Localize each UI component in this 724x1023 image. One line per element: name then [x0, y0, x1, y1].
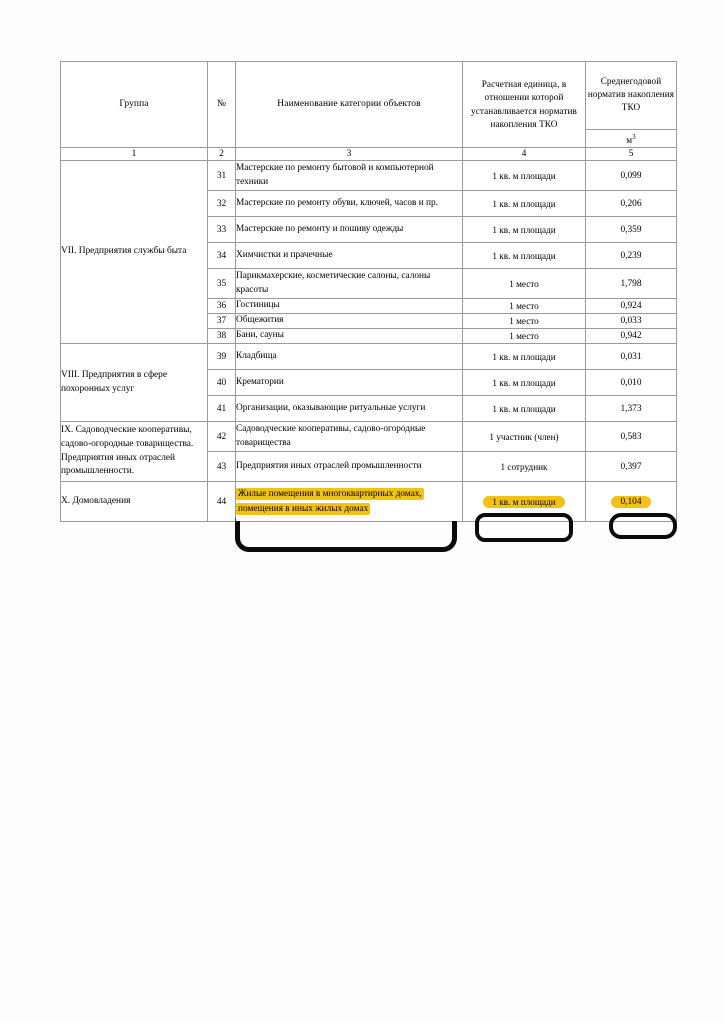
row-name: Парикмахерские, косметические салоны, салоны красоты: [236, 269, 463, 299]
table-row: [61, 422, 677, 452]
header-unit: Расчетная единица, в отношении которой устанавливается норматив накопления ТКО: [463, 62, 586, 148]
row-unit: 1 кв. м площади: [463, 217, 586, 243]
header-norm-label: Среднегодовой норматив накопления ТКО: [587, 75, 675, 113]
table-row-highlighted: [61, 482, 677, 522]
row-norm: 0,583: [586, 422, 677, 452]
row-name: Общежития: [236, 314, 463, 329]
highlight-name-line-2: помещения в иных жилых домах: [238, 503, 369, 514]
row-norm: 1,373: [586, 396, 677, 422]
group-label-vii: VII. Предприятия службы быта: [61, 161, 208, 344]
row-unit: 1 кв. м площади: [463, 370, 586, 396]
row-unit: 1 место: [463, 314, 586, 329]
row-number: 37: [208, 314, 236, 329]
header-norm-unit-exp: 3: [632, 133, 636, 141]
row-name: Предприятия иных отраслей промышленности: [236, 452, 463, 482]
row-name: Химчистки и прачечные: [236, 243, 463, 269]
row-unit: 1 кв. м площади: [463, 396, 586, 422]
row-name: Гостиницы: [236, 299, 463, 314]
row-unit: 1 кв. м площади: [463, 191, 586, 217]
row-number: 39: [208, 344, 236, 370]
row-norm: 0,010: [586, 370, 677, 396]
norms-table: [60, 61, 677, 522]
header-norm: [586, 62, 677, 130]
row-number: 35: [208, 269, 236, 299]
header-norm-unit-base: м: [626, 135, 633, 145]
group-label-x: X. Домовладения: [61, 482, 208, 522]
header-norm-units: [586, 130, 677, 148]
row-norm: 0,099: [586, 161, 677, 191]
row-number: 41: [208, 396, 236, 422]
group-label-viii: VIII. Предприятия в сфере похоронных услуг: [61, 344, 208, 422]
colnum-1: 1: [61, 148, 208, 161]
row-number: 36: [208, 299, 236, 314]
norms-table-container: [60, 61, 676, 522]
row-norm: 0,239: [586, 243, 677, 269]
row-unit-highlighted: [463, 482, 586, 522]
group-label-ix: IX. Садоводческие кооперативы, садово-огородные товарищества. Предприятия иных отраслей промышленности.: [61, 422, 208, 482]
row-unit: 1 место: [463, 269, 586, 299]
row-unit: 1 сотрудник: [463, 452, 586, 482]
row-norm: 0,397: [586, 452, 677, 482]
row-number: 43: [208, 452, 236, 482]
row-unit: 1 кв. м площади: [463, 243, 586, 269]
header-name: Наименование категории объектов: [236, 62, 463, 148]
row-norm: 0,924: [586, 299, 677, 314]
highlight-unit: 1 кв. м площади: [483, 496, 564, 508]
row-number: 33: [208, 217, 236, 243]
highlight-name-line-1: Жилые помещения в многоквартирных домах,: [238, 489, 422, 500]
row-number: 40: [208, 370, 236, 396]
row-unit: 1 кв. м площади: [463, 161, 586, 191]
header-group: Группа: [61, 62, 208, 148]
row-unit: 1 место: [463, 299, 586, 314]
row-name: Бани, сауны: [236, 329, 463, 344]
row-number: 44: [208, 482, 236, 522]
table-row: [61, 161, 677, 191]
colnum-5: 5: [586, 148, 677, 161]
row-norm: 1,798: [586, 269, 677, 299]
column-number-row: [61, 148, 677, 161]
row-norm: 0,942: [586, 329, 677, 344]
row-number: 38: [208, 329, 236, 344]
row-name: Мастерские по ремонту и пошиву одежды: [236, 217, 463, 243]
colnum-3: 3: [236, 148, 463, 161]
highlight-norm: 0,104: [611, 496, 650, 508]
table-row: [61, 344, 677, 370]
row-name: Мастерские по ремонту бытовой и компьютерной техники: [236, 161, 463, 191]
table-header-row: [61, 62, 677, 130]
row-norm: 0,206: [586, 191, 677, 217]
row-name-highlighted: [236, 482, 463, 522]
row-unit: 1 кв. м площади: [463, 344, 586, 370]
row-number: 32: [208, 191, 236, 217]
row-name: Организации, оказывающие ритуальные услуги: [236, 396, 463, 422]
row-number: 34: [208, 243, 236, 269]
row-number: 42: [208, 422, 236, 452]
row-norm: 0,359: [586, 217, 677, 243]
row-name: Мастерские по ремонту обуви, ключей, часов и пр.: [236, 191, 463, 217]
header-number: №: [208, 62, 236, 148]
row-norm: 0,033: [586, 314, 677, 329]
row-number: 31: [208, 161, 236, 191]
row-unit: 1 участник (член): [463, 422, 586, 452]
row-name: Крематории: [236, 370, 463, 396]
row-name: Садоводческие кооперативы, садово-огородные товарищества: [236, 422, 463, 452]
colnum-4: 4: [463, 148, 586, 161]
row-unit: 1 место: [463, 329, 586, 344]
row-norm: 0,031: [586, 344, 677, 370]
colnum-2: 2: [208, 148, 236, 161]
row-name: Кладбища: [236, 344, 463, 370]
row-norm-highlighted: [586, 482, 677, 522]
